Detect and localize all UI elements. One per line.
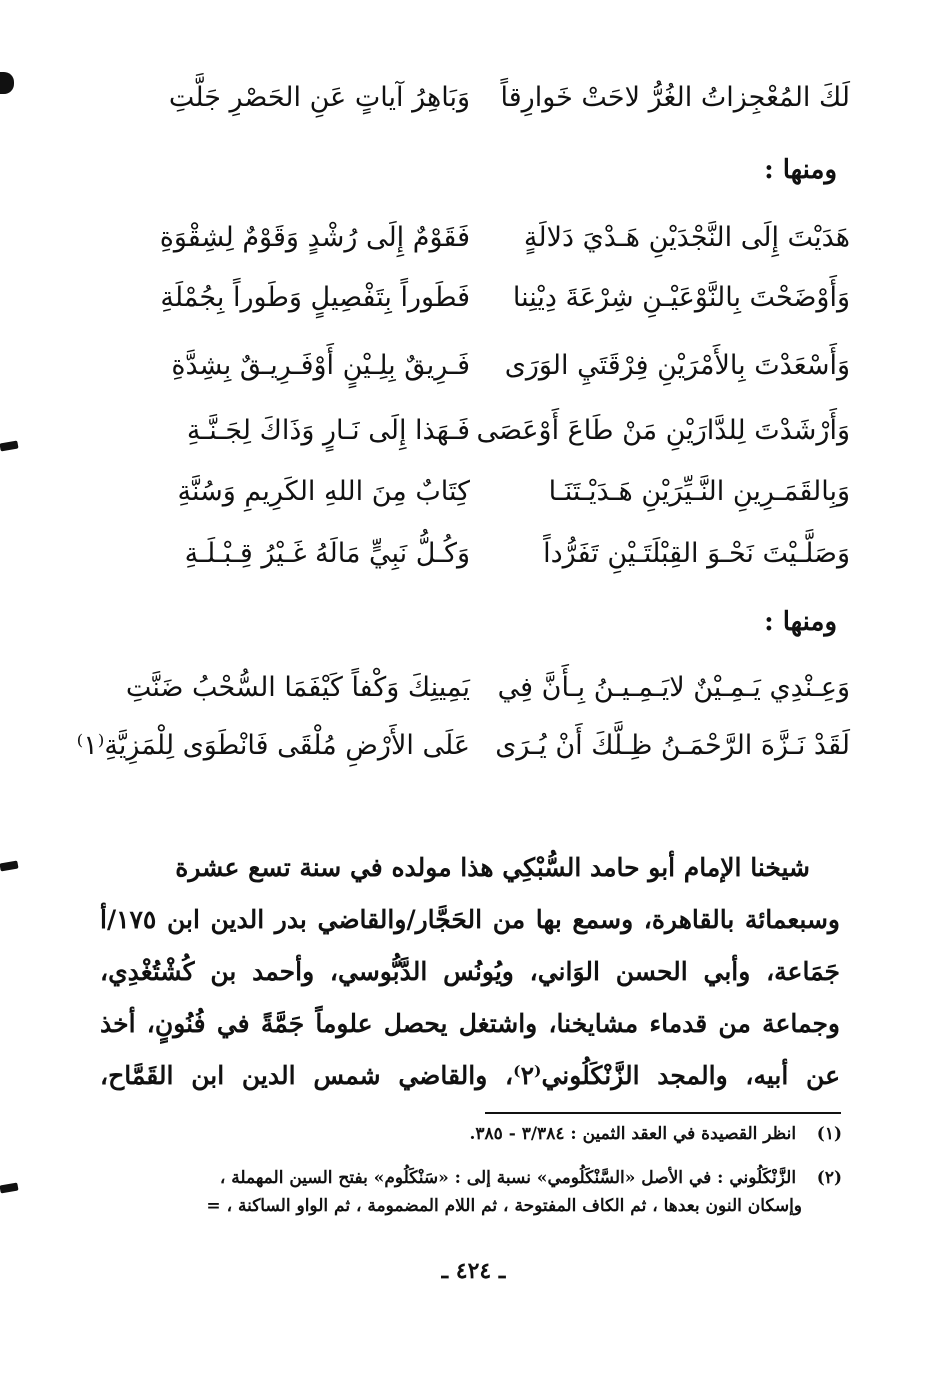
biography-paragraph bbox=[100, 842, 840, 1102]
paragraph-line: وجماعة من قدماء مشايخنا، واشتغل يحصل علوماً جَمَّةً في فُنُونٍ، أخذ bbox=[100, 1009, 840, 1038]
footnote bbox=[142, 1164, 842, 1220]
paragraph-line: وسبعمائة بالقاهرة، وسمع بها من الحَجَّار/والقاضي بدر الدين ابن ١٧٥/أ bbox=[100, 905, 840, 934]
verse-first-hemistich: وَأَرْشَدْتَ لِلدَّارَيْنِ مَنْ طَاعَ أَوْعَصَى bbox=[476, 415, 850, 446]
footnote-separator bbox=[485, 1112, 841, 1114]
verse-first-hemistich: وَأَوْضَحْتَ بِالنَّوْعَيْـنِ شِرْعَةَ دِيْنِنا bbox=[512, 282, 850, 313]
verse-line bbox=[150, 466, 850, 518]
verse-second-hemistich: وَكُـلُّ نَبِيٍّ مَالَهُ غَـيْرُ قِـبْـلَـةِ bbox=[184, 538, 470, 569]
verse-first-hemistich: لَكَ المُعْجِزاتُ الغُرُّ لاحَتْ خَوارِقاً bbox=[500, 82, 850, 113]
footnote bbox=[142, 1120, 842, 1148]
page-number: ـ ٤٢٤ ـ bbox=[441, 1258, 506, 1284]
verse-first-hemistich: هَدَيْتَ إِلَى النَّجْدَيْنِ هَـدْيَ دَلالَةٍ bbox=[523, 222, 850, 253]
footnote-text: وإسكان النون بعدها ، ثم الكاف المفتوحة ، ثم اللام المضمومة ، ثم الواو الساكنة ، = bbox=[206, 1196, 802, 1216]
verse-line bbox=[150, 272, 850, 324]
verse-first-hemistich: لَقَدْ نَـزَّهَ الرَّحْمَـنُ ظِـلَّكَ أَنْ يُـرَى bbox=[495, 730, 850, 761]
verse-line bbox=[150, 405, 850, 457]
verse-second-hemistich: فَقَوْمٌ إِلَى رُشْدٍ وَقَوْمٌ لِشِقْوَةِ bbox=[159, 222, 470, 253]
verse-line bbox=[125, 662, 850, 714]
verse-line bbox=[150, 340, 850, 392]
verse-first-hemistich: وَبِالقَمَـرِينِ النَّـيِّرَيْنِ هَـدَيْـتَنَـا bbox=[548, 476, 850, 507]
verse-line bbox=[76, 720, 850, 772]
footnote-number: (٢) bbox=[816, 1168, 842, 1188]
footnote-text: انظر القصيدة في العقد الثمين : ٣/٣٨٤ - ٣٨٥. bbox=[469, 1124, 797, 1144]
scan-edge-mark bbox=[0, 860, 19, 871]
verse-second-hemistich: كِتَابٌ مِنَ اللهِ الكَرِيمِ وَسُنَّةِ bbox=[177, 476, 470, 507]
paragraph-line: شيخنا الإمام أبو حامد السُّبْكِي هذا مولده في سنة تسع عشرة bbox=[175, 853, 810, 882]
section-intro: ومنها : bbox=[764, 155, 837, 185]
verse-first-hemistich: وَعِـنْدِي يَـمِـيْنٌ لايَـمِـيـنُ بِـأَنَّ فِي bbox=[497, 672, 850, 703]
scan-edge-mark bbox=[0, 440, 19, 451]
verse-second-hemistich: وَبَاهِرُ آياتٍ عَنِ الحَصْرِ جَلَّتِ bbox=[168, 82, 470, 113]
verse-first-hemistich: وَصَلَّـيْتَ نَحْـوَ القِبْلَتَـيْنِ تَفَرُّداً bbox=[543, 538, 850, 569]
footnote-text: الزَّنْكَلُوني : في الأصل «السَّنْكَلُومي» نسبة إلى : «سَنْكَلُوم» بفتح السين المهملة ، bbox=[219, 1168, 797, 1188]
verse-line bbox=[150, 528, 850, 580]
verse-second-hemistich: يَمِينِكَ وَكْفاً كَيْفَمَا السُّحْبُ ضَنَّتِ bbox=[125, 672, 470, 703]
verse-second-hemistich: فَطَوراً بِتَفْصِيلٍ وَطَوراً بِجُمْلَةِ bbox=[160, 282, 470, 313]
footnote-number: (١) bbox=[816, 1124, 842, 1144]
scan-edge-mark bbox=[0, 72, 14, 94]
verse-second-hemistich: فَـهَذا إِلَى نَـارٍ وَذَاكَ لِجَـنَّـةِ bbox=[186, 415, 470, 446]
verse-line bbox=[150, 72, 850, 124]
paragraph-line: عن أبيه، والمجد الزَّنْكَلُوني⁽٢⁾، والقاضي شمس الدين ابن القَمَّاح، bbox=[100, 1061, 840, 1090]
scan-edge-mark bbox=[0, 1182, 19, 1193]
verse-second-hemistich: عَلَى الأَرْضِ مُلْقَى فَانْطَوَى لِلْمَزِيَّةِ⁽١⁾ bbox=[76, 730, 470, 761]
verse-first-hemistich: وَأَسْعَدْتَ بِالأَمْرَيْنِ فِرْقَتَيِ الوَرَى bbox=[504, 350, 850, 381]
verse-line bbox=[150, 212, 850, 264]
section-intro: ومنها : bbox=[764, 607, 837, 637]
paragraph-line: جَمَاعة، وأبي الحسن الوَاني، ويُونُس الدَّبُّوسي، وأحمد بن كُشْتُغْدِي، bbox=[100, 957, 840, 986]
verse-second-hemistich: فَـرِيقٌ بِلِـيْنٍ أَوْفَـرِيـقٌ بِشِدَّةِ bbox=[171, 350, 470, 381]
